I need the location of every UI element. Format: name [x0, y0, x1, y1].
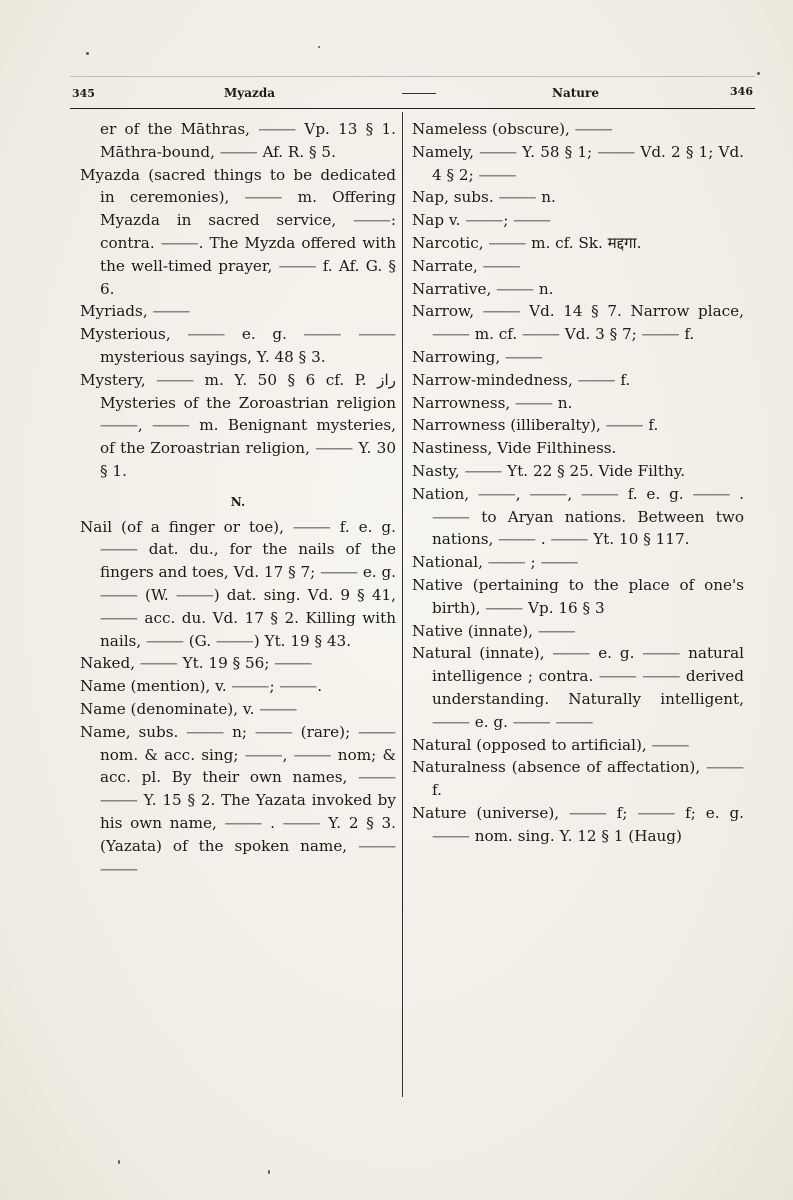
entry: Narrative, ⸻ n. — [412, 279, 554, 298]
entry: Natural (opposed to artificial), ⸻ — [412, 735, 690, 754]
entry: Nastiness, Vide Filthiness. — [412, 439, 617, 458]
entry: Myriads, ⸻ — [80, 302, 191, 321]
entry: Native (pertaining to the place of one's birth), ⸻ Vp. 16 § 3 — [412, 575, 744, 617]
header-dash — [402, 93, 436, 94]
page-number-right: 346 — [730, 85, 753, 98]
entry: Name, subs. ⸻ n; ⸻ (rare); ⸻ nom. & acc. sing; ⸻, ⸻ nom; & acc. pl. By their own names, ⸻ ⸻ Y. 15 § 2. The Yazata invoked by his own name, ⸻ . ⸻ Y. 2 § 3. (Yazata) of the spoken name, ⸻ ⸻ — [80, 722, 396, 878]
entry: Nap v. ⸻; ⸻ — [412, 211, 552, 230]
entry: Native (innate), ⸻ — [412, 621, 576, 640]
entry: Narrate, ⸻ — [412, 256, 521, 275]
entry: Nasty, ⸻ Yt. 22 § 25. Vide Filthy. — [412, 461, 686, 480]
header-rule — [70, 108, 755, 109]
entry: Mysterious, ⸻ e. g. ⸻ ⸻ mysterious sayings, Y. 48 § 3. — [80, 325, 396, 366]
scan-speck — [118, 1160, 120, 1164]
entry: Namely, ⸻ Y. 58 § 1; ⸻ Vd. 2 § 1; Vd. 4 § 2; ⸻ — [412, 142, 744, 184]
top-scan-line — [70, 76, 755, 77]
entry: Narrow-mindedness, ⸻ f. — [412, 370, 631, 389]
entry: Nation, ⸻, ⸻, ⸻ f. e. g. ⸻ . ⸻ to Aryan nations. Between two nations, ⸻ . ⸻ Yt. 10 § 117. — [412, 484, 744, 549]
entry: Nail (of a finger or toe), ⸻ f. e. g. ⸻ dat. du., for the nails of the fingers and toes, Vd. 17 § 7; ⸻ e. g. ⸻ (W. ⸻) dat. sing. Vd. 9 § 41, ⸻ acc. du. Vd. 17 § 2. Killing with nails, ⸻ (G. ⸻) Yt. 19 § 43. — [80, 517, 397, 650]
entry: Name (mention), v. ⸻; ⸻. — [80, 677, 323, 696]
column-divider — [402, 112, 403, 1097]
entry: Name (denominate), v. ⸻ — [80, 699, 298, 718]
entry: National, ⸻ ; ⸻ — [412, 553, 579, 572]
entry: Narrow, ⸻ Vd. 14 § 7. Narrow place, ⸻ m. cf. ⸻ Vd. 3 § 7; ⸻ f. — [412, 302, 744, 344]
running-head-left: Myazda — [224, 86, 276, 100]
section-letter: N. — [230, 494, 246, 509]
right-column — [412, 118, 744, 848]
scan-speck — [757, 72, 760, 75]
scan-speck — [268, 1170, 270, 1174]
entry: Mystery, ⸻ m. Y. 50 § 6 cf. P. راز Mysteries of the Zoroastrian religion ⸻, ⸻ m. Benignant mysteries, of the Zoroastrian religion, ⸻ Y. 30 § 1. — [80, 370, 396, 480]
entry: Narrowness, ⸻ n. — [412, 393, 573, 412]
entry: Narrowing, ⸻ — [412, 347, 543, 366]
running-header — [72, 84, 753, 104]
entry: Naturalness (absence of affectation), ⸻ f. — [412, 758, 744, 800]
scan-speck — [86, 52, 89, 55]
running-head-right: Nature — [552, 86, 599, 100]
entry: Naked, ⸻ Yt. 19 § 56; ⸻ — [80, 654, 313, 673]
left-column — [80, 118, 396, 880]
entry: Natural (innate), ⸻ e. g. ⸻ natural intelligence ; contra. ⸻ ⸻ derived understanding. Naturally intelligent, ⸻ e. g. ⸻ ⸻ — [412, 644, 744, 731]
page-number-left: 345 — [72, 87, 95, 100]
entry: Nature (universe), ⸻ f; ⸻ f; e. g. ⸻ nom. sing. Y. 12 § 1 (Haug) — [412, 803, 744, 845]
entry: Narrowness (illiberalty), ⸻ f. — [412, 416, 659, 435]
entry: Nameless (obscure), ⸻ — [412, 120, 613, 138]
entry: Myazda (sacred things to be dedicated in ceremonies), ⸻ m. Offering Myazda in sacred service, ⸻: contra. ⸻. The Myzda offered with the well-timed prayer, ⸻ f. Af. G. § 6. — [80, 165, 396, 298]
entry: Nap, subs. ⸻ n. — [412, 188, 556, 207]
scan-speck — [318, 46, 320, 48]
entry: Narcotic, ⸻ m. cf. Sk. मद्दगा. — [412, 233, 642, 252]
entry: er of the Māthras, ⸻ Vp. 13 § 1. Māthra-bound, ⸻ Af. R. § 5. — [100, 120, 396, 161]
